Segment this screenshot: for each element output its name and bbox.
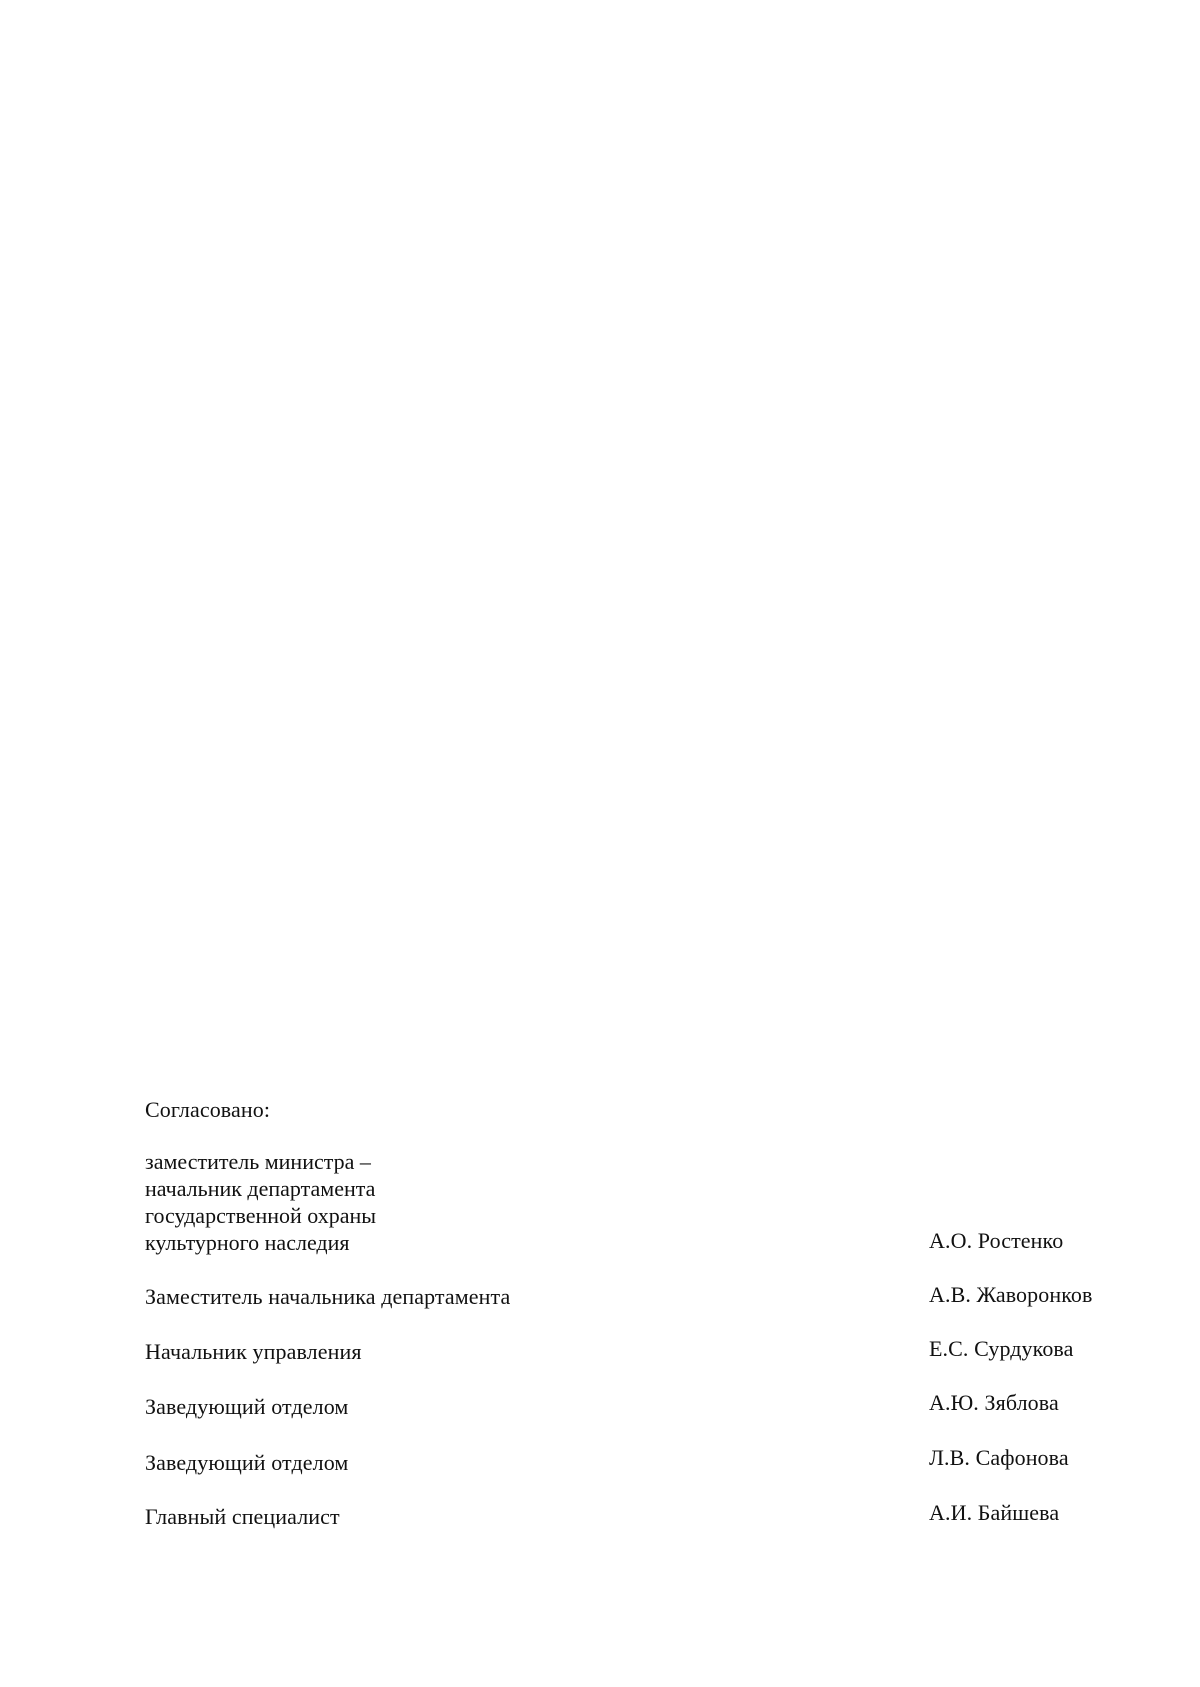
signatory-6-position: Главный специалист <box>145 1504 340 1529</box>
signatory-6-name: А.И. Байшева <box>929 1500 1060 1525</box>
signatory-2-position: Заместитель начальника департамента <box>145 1284 511 1309</box>
signatory-1-position-line-2: начальник департамента <box>145 1176 376 1201</box>
approval-heading: Согласовано: <box>145 1097 271 1122</box>
signatory-5-name: Л.В. Сафонова <box>929 1445 1069 1470</box>
signatory-3-name: Е.С. Сурдукова <box>929 1336 1074 1361</box>
signatory-2-name: А.В. Жаворонков <box>929 1282 1093 1307</box>
signatory-5-position: Заведующий отделом <box>145 1450 349 1475</box>
signatory-1-position-line-4: культурного наследия <box>145 1230 350 1255</box>
signatory-4-name: А.Ю. Зяблова <box>929 1390 1059 1415</box>
signatory-1-position-line-1: заместитель министра – <box>145 1149 371 1174</box>
signatory-3-position: Начальник управления <box>145 1339 362 1364</box>
signatory-4-position: Заведующий отделом <box>145 1394 349 1419</box>
signatory-1-name: А.О. Ростенко <box>929 1228 1064 1253</box>
signatory-1-position-line-3: государственной охраны <box>145 1203 377 1228</box>
